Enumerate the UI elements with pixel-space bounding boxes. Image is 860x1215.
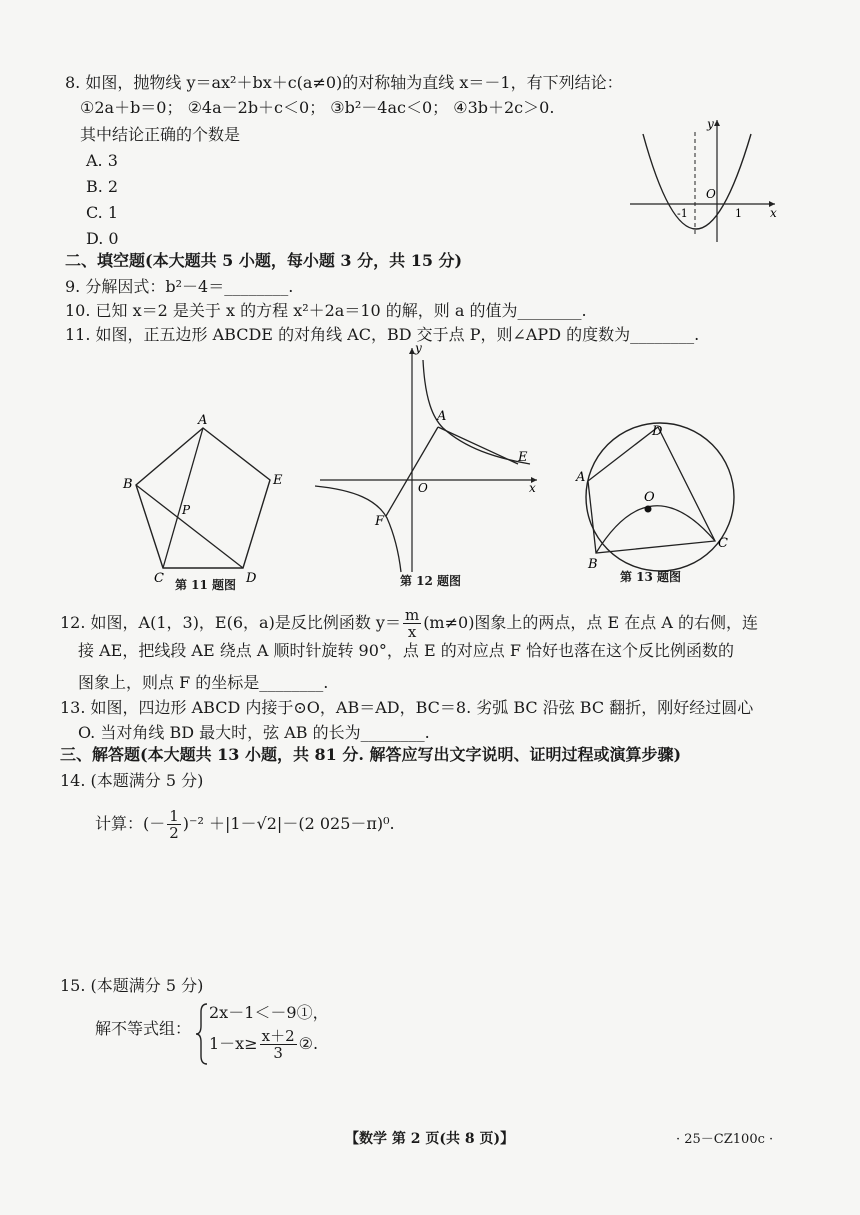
- q10-text: 10. 已知 x＝2 是关于 x 的方程 x²＋2a＝10 的解，则 a 的值为________.: [65, 301, 587, 320]
- fig12-caption: 第 12 题图: [400, 574, 462, 588]
- fig13-label-a: A: [576, 470, 586, 485]
- fig11-diagonal-bd: [136, 485, 243, 568]
- q8-option-c: C. 1: [86, 203, 119, 222]
- fig13-folded-arc: [596, 506, 715, 553]
- fig11-label-e: E: [273, 473, 283, 488]
- fig12-hyperbola-graph: [315, 340, 545, 575]
- q15-ineq2-lead: 1－x≥: [209, 1034, 258, 1053]
- fig11-pentagon: [118, 410, 298, 585]
- fig12-segment-ae: [438, 427, 518, 464]
- q15-head: 15. (本题满分 5 分): [60, 976, 204, 995]
- section3-heading: 三、解答题(本大题共 13 小题，共 81 分. 解答应写出文字说明、证明过程或演算步骤): [60, 745, 682, 764]
- fig13-label-d: D: [652, 424, 663, 439]
- fig11-label-b: B: [123, 477, 133, 492]
- q15-brace-icon: [195, 1002, 209, 1066]
- q15-fraction: [260, 1028, 297, 1061]
- q12-line2: 接 AE，把线段 AE 绕点 A 顺时针旋转 90°，点 E 的对应点 F 恰好也落在这个反比例函数的: [78, 641, 735, 660]
- fig11-pentagon-shape: [136, 428, 270, 568]
- q14-lead: 计算：(－: [95, 814, 166, 833]
- fig11-label-p: P: [182, 503, 191, 517]
- q9-text: 9. 分解因式：b²－4＝________.: [65, 277, 294, 296]
- q15-ineq2-tail: ②.: [298, 1034, 319, 1053]
- q13-line1: 13. 如图，四边形 ABCD 内接于⊙O，AB＝AD，BC＝8. 劣弧 BC 沿弦 BC 翻折，刚好经过圆心: [60, 698, 754, 717]
- fig13-center-point: [645, 506, 652, 513]
- q8-conclusions: ①2a＋b＝0； ②4a－2b＋c＜0； ③b²－4ac＜0； ④3b＋2c＞0.: [80, 98, 555, 117]
- q12-frac-num: m: [404, 606, 420, 624]
- q8-x-label: x: [770, 206, 777, 220]
- q11-text: 11. 如图，正五边形 ABCDE 的对角线 AC，BD 交于点 P，则∠APD 的度数为________.: [65, 325, 700, 344]
- q14-expression: [95, 808, 395, 841]
- q15-frac-num: x＋2: [261, 1027, 295, 1045]
- q14-head: 14. (本题满分 5 分): [60, 771, 204, 790]
- fig13-caption: 第 13 题图: [620, 570, 682, 584]
- q12-fraction: [403, 607, 421, 640]
- q15-inequality-1: 2x－1＜－9①，: [209, 1003, 329, 1022]
- fig13-circle: [586, 423, 734, 571]
- q12-suffix: (m≠0)图象上的两点，点 E 在点 A 的右侧，连: [423, 613, 759, 632]
- fig11-label-c: C: [154, 571, 164, 585]
- fig13-label-b: B: [588, 557, 598, 572]
- fig12-label-f: F: [375, 514, 385, 529]
- q8-origin-label: O: [706, 187, 716, 201]
- q12-line1: [60, 607, 758, 640]
- q15-frac-den: 3: [273, 1044, 283, 1062]
- fig12-label-y: y: [415, 341, 422, 355]
- footer-code: · 25－CZ100c ·: [676, 1132, 774, 1147]
- footer-page-info: 【数学 第 2 页(共 8 页)】: [345, 1131, 515, 1147]
- fig12-label-e: E: [518, 450, 528, 465]
- q14-fraction: [167, 808, 181, 841]
- fig13-label-c: C: [718, 536, 728, 551]
- q12-line3: 图象上，则点 F 的坐标是________.: [78, 673, 329, 692]
- fig12-label-x: x: [529, 481, 536, 495]
- fig13-label-o: O: [644, 490, 655, 505]
- fig11-diagonal-ac: [163, 428, 203, 568]
- fig12-label-a: A: [437, 409, 447, 424]
- q8-option-d: D. 0: [86, 229, 119, 248]
- fig11-label-d: D: [246, 571, 257, 585]
- q8-ask: 其中结论正确的个数是: [80, 125, 241, 144]
- q14-tail: )⁻² ＋|1－√2|－(2 025－π)⁰.: [182, 814, 395, 833]
- fig13-circle-figure: [570, 415, 750, 575]
- q8-minus-one-label: -1: [677, 207, 688, 220]
- q8-one-label: 1: [735, 207, 742, 220]
- fig12-label-o: O: [418, 481, 428, 495]
- q12-frac-den: x: [407, 623, 417, 641]
- q8-option-a: A. 3: [86, 151, 118, 170]
- q15-lead: 解不等式组：: [95, 1019, 192, 1038]
- q15-inequality-2: [209, 1028, 318, 1061]
- q14-frac-den: 2: [169, 824, 179, 842]
- q13-line2: O. 当对角线 BD 最大时，弦 AB 的长为________.: [78, 723, 430, 742]
- q12-prefix: 12. 如图，A(1，3)，E(6，a)是反比例函数 y＝: [60, 613, 401, 632]
- q8-option-b: B. 2: [86, 177, 119, 196]
- fig11-label-a: A: [198, 413, 208, 428]
- section2-heading: 二、填空题(本大题共 5 小题，每小题 3 分，共 15 分): [65, 251, 463, 270]
- fig12-branch-2: [315, 486, 401, 572]
- fig11-caption: 第 11 题图: [175, 578, 237, 592]
- q8-stem: 8. 如图，抛物线 y＝ax²＋bx＋c(a≠0)的对称轴为直线 x＝－1，有下列结论：: [65, 73, 623, 92]
- q14-frac-num: 1: [169, 807, 179, 825]
- q8-y-label: y: [707, 117, 714, 131]
- q8-parabola-graph: [625, 112, 785, 247]
